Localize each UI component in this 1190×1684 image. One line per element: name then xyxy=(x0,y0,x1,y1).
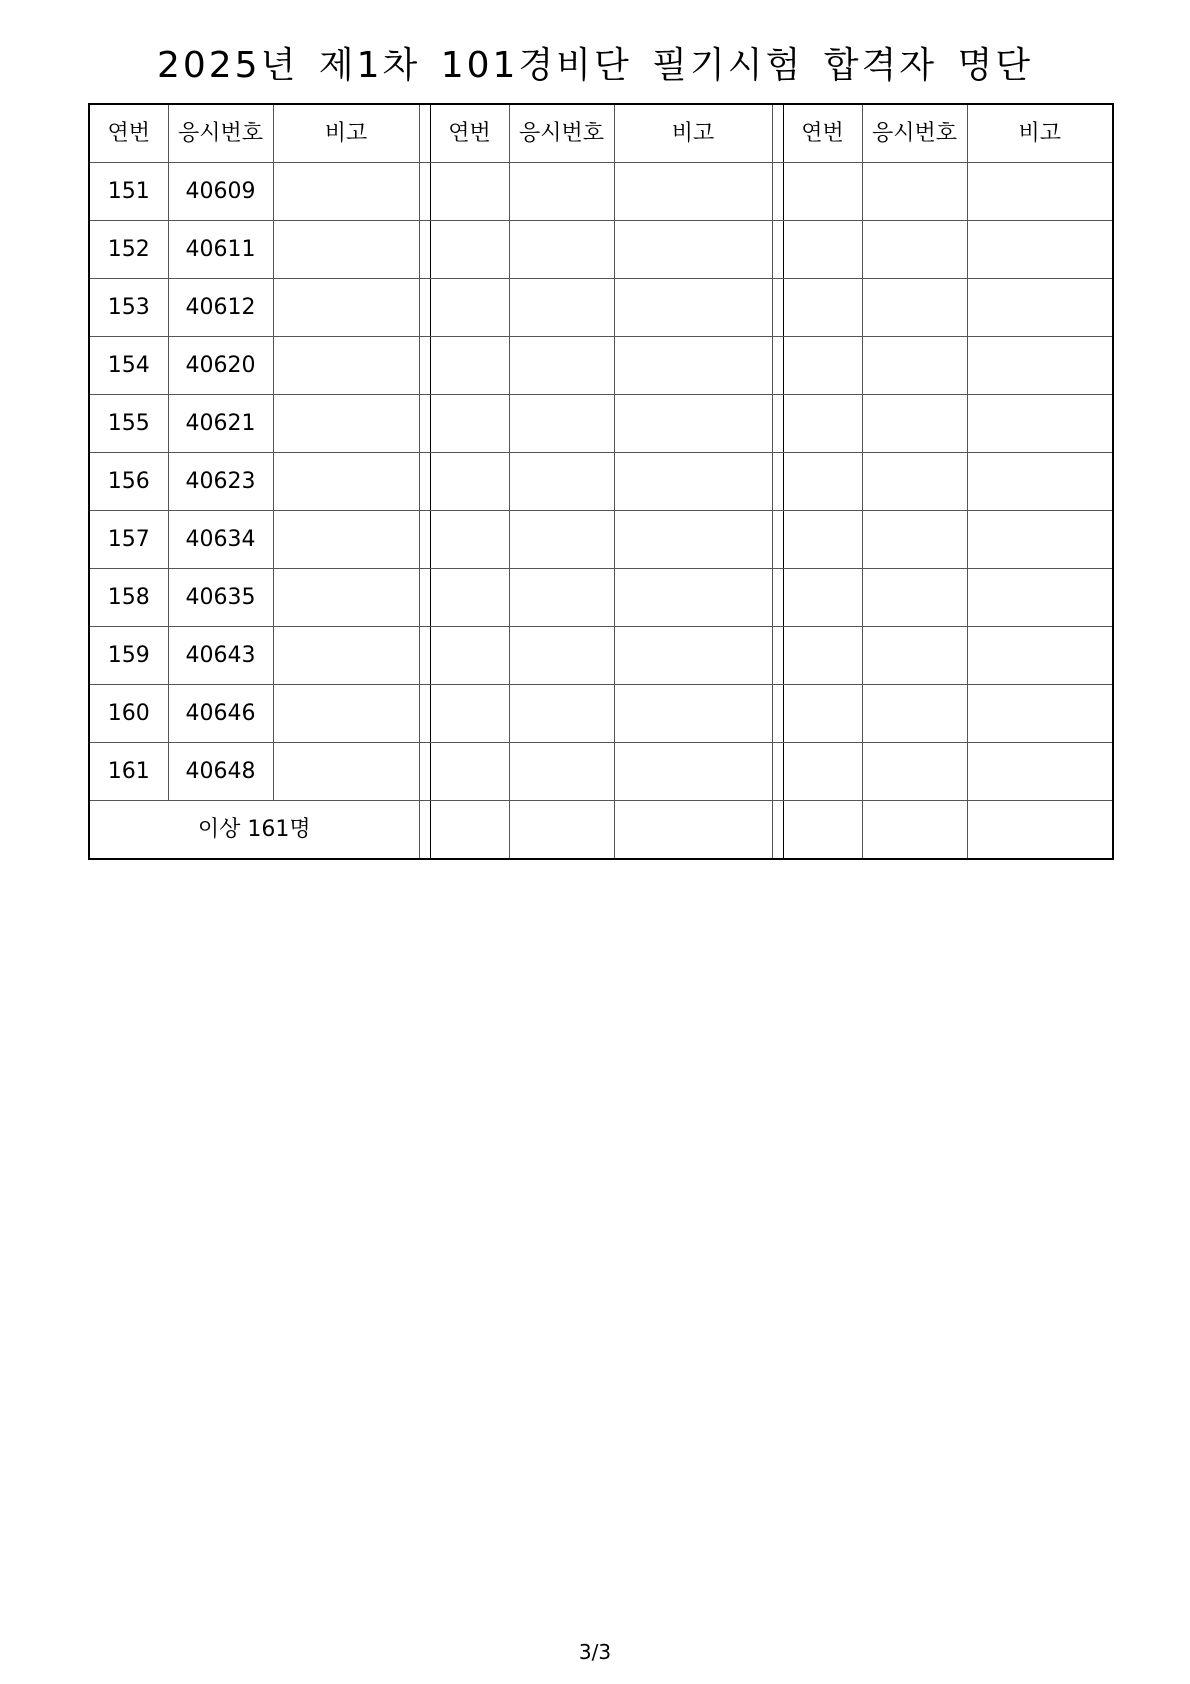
empty-cell xyxy=(783,685,862,743)
column-separator xyxy=(772,569,783,627)
empty-cell xyxy=(614,337,772,395)
column-separator xyxy=(772,163,783,221)
column-separator xyxy=(419,337,430,395)
row-seq: 153 xyxy=(89,279,168,337)
empty-cell xyxy=(509,627,614,685)
table-row xyxy=(89,221,1113,279)
empty-cell xyxy=(862,395,967,453)
empty-cell xyxy=(967,511,1113,569)
empty-cell xyxy=(614,569,772,627)
column-separator xyxy=(419,453,430,511)
column-separator xyxy=(772,337,783,395)
empty-cell xyxy=(430,221,509,279)
table-row xyxy=(89,627,1113,685)
empty-cell xyxy=(614,511,772,569)
empty-cell xyxy=(614,801,772,860)
empty-cell xyxy=(862,279,967,337)
empty-cell xyxy=(509,511,614,569)
empty-cell xyxy=(862,685,967,743)
empty-cell xyxy=(862,511,967,569)
empty-cell xyxy=(430,743,509,801)
column-separator xyxy=(419,279,430,337)
row-exam-no: 40646 xyxy=(168,685,273,743)
table-row xyxy=(89,685,1113,743)
empty-cell xyxy=(862,453,967,511)
table-row xyxy=(89,337,1113,395)
row-exam-no: 40623 xyxy=(168,453,273,511)
column-separator xyxy=(419,569,430,627)
empty-cell xyxy=(862,221,967,279)
table-row xyxy=(89,279,1113,337)
table-row xyxy=(89,743,1113,801)
empty-cell xyxy=(509,221,614,279)
empty-cell xyxy=(430,569,509,627)
row-note xyxy=(273,221,419,279)
empty-cell xyxy=(967,801,1113,860)
empty-cell xyxy=(862,569,967,627)
row-note xyxy=(273,627,419,685)
table-row xyxy=(89,395,1113,453)
table-header-row xyxy=(89,104,1113,163)
empty-cell xyxy=(430,801,509,860)
row-seq: 158 xyxy=(89,569,168,627)
empty-cell xyxy=(430,395,509,453)
empty-cell xyxy=(967,163,1113,221)
empty-cell xyxy=(430,163,509,221)
row-note xyxy=(273,453,419,511)
row-exam-no: 40634 xyxy=(168,511,273,569)
empty-cell xyxy=(509,743,614,801)
header-exam-no: 응시번호 xyxy=(509,104,614,163)
empty-cell xyxy=(614,221,772,279)
row-seq: 161 xyxy=(89,743,168,801)
empty-cell xyxy=(430,279,509,337)
column-separator xyxy=(419,685,430,743)
empty-cell xyxy=(862,801,967,860)
column-separator xyxy=(772,801,783,860)
empty-cell xyxy=(967,453,1113,511)
empty-cell xyxy=(614,627,772,685)
column-separator xyxy=(419,395,430,453)
empty-cell xyxy=(614,743,772,801)
column-separator xyxy=(419,163,430,221)
empty-cell xyxy=(783,801,862,860)
row-note xyxy=(273,743,419,801)
header-seq: 연번 xyxy=(89,104,168,163)
empty-cell xyxy=(509,395,614,453)
column-separator xyxy=(772,511,783,569)
row-exam-no: 40612 xyxy=(168,279,273,337)
empty-cell xyxy=(967,743,1113,801)
empty-cell xyxy=(862,627,967,685)
passer-table xyxy=(88,103,1114,860)
column-separator xyxy=(772,627,783,685)
empty-cell xyxy=(509,279,614,337)
table-row xyxy=(89,569,1113,627)
row-seq: 156 xyxy=(89,453,168,511)
row-exam-no: 40609 xyxy=(168,163,273,221)
row-note xyxy=(273,685,419,743)
column-separator xyxy=(772,104,783,163)
column-separator xyxy=(419,511,430,569)
total-count: 이상 161명 xyxy=(89,801,419,860)
table-row xyxy=(89,511,1113,569)
row-exam-no: 40611 xyxy=(168,221,273,279)
empty-cell xyxy=(509,801,614,860)
empty-cell xyxy=(783,511,862,569)
row-note xyxy=(273,279,419,337)
empty-cell xyxy=(783,163,862,221)
empty-cell xyxy=(783,395,862,453)
header-exam-no: 응시번호 xyxy=(862,104,967,163)
column-separator xyxy=(419,627,430,685)
empty-cell xyxy=(783,569,862,627)
empty-cell xyxy=(967,685,1113,743)
empty-cell xyxy=(862,163,967,221)
empty-cell xyxy=(430,627,509,685)
document-title: 2025년 제1차 101경비단 필기시험 합격자 명단 xyxy=(156,45,1034,86)
total-row xyxy=(89,801,1113,860)
row-seq: 157 xyxy=(89,511,168,569)
column-separator xyxy=(772,221,783,279)
table-row xyxy=(89,453,1113,511)
empty-cell xyxy=(509,453,614,511)
column-separator xyxy=(419,801,430,860)
empty-cell xyxy=(509,337,614,395)
empty-cell xyxy=(614,395,772,453)
table-row xyxy=(89,163,1113,221)
row-note xyxy=(273,163,419,221)
column-separator xyxy=(419,221,430,279)
row-seq: 154 xyxy=(89,337,168,395)
empty-cell xyxy=(783,221,862,279)
column-separator xyxy=(772,743,783,801)
header-note: 비고 xyxy=(273,104,419,163)
row-note xyxy=(273,395,419,453)
page-number: 3/3 xyxy=(578,1640,612,1664)
header-exam-no: 응시번호 xyxy=(168,104,273,163)
empty-cell xyxy=(967,337,1113,395)
empty-cell xyxy=(509,569,614,627)
column-separator xyxy=(419,104,430,163)
empty-cell xyxy=(614,163,772,221)
empty-cell xyxy=(509,163,614,221)
row-seq: 160 xyxy=(89,685,168,743)
empty-cell xyxy=(430,337,509,395)
row-seq: 151 xyxy=(89,163,168,221)
empty-cell xyxy=(430,685,509,743)
column-separator xyxy=(772,685,783,743)
empty-cell xyxy=(967,627,1113,685)
column-separator xyxy=(772,279,783,337)
empty-cell xyxy=(783,337,862,395)
row-exam-no: 40648 xyxy=(168,743,273,801)
empty-cell xyxy=(430,453,509,511)
column-separator xyxy=(772,453,783,511)
row-exam-no: 40621 xyxy=(168,395,273,453)
empty-cell xyxy=(967,279,1113,337)
empty-cell xyxy=(783,279,862,337)
row-seq: 159 xyxy=(89,627,168,685)
column-separator xyxy=(772,395,783,453)
row-exam-no: 40620 xyxy=(168,337,273,395)
row-note xyxy=(273,569,419,627)
row-seq: 155 xyxy=(89,395,168,453)
empty-cell xyxy=(430,511,509,569)
empty-cell xyxy=(967,221,1113,279)
row-exam-no: 40643 xyxy=(168,627,273,685)
empty-cell xyxy=(862,743,967,801)
empty-cell xyxy=(614,453,772,511)
empty-cell xyxy=(783,743,862,801)
empty-cell xyxy=(783,453,862,511)
row-note xyxy=(273,337,419,395)
empty-cell xyxy=(614,279,772,337)
empty-cell xyxy=(967,395,1113,453)
empty-cell xyxy=(783,627,862,685)
empty-cell xyxy=(509,685,614,743)
header-seq: 연번 xyxy=(783,104,862,163)
row-note xyxy=(273,511,419,569)
column-separator xyxy=(419,743,430,801)
row-exam-no: 40635 xyxy=(168,569,273,627)
header-note: 비고 xyxy=(967,104,1113,163)
header-note: 비고 xyxy=(614,104,772,163)
row-seq: 152 xyxy=(89,221,168,279)
empty-cell xyxy=(614,685,772,743)
empty-cell xyxy=(862,337,967,395)
empty-cell xyxy=(967,569,1113,627)
header-seq: 연번 xyxy=(430,104,509,163)
